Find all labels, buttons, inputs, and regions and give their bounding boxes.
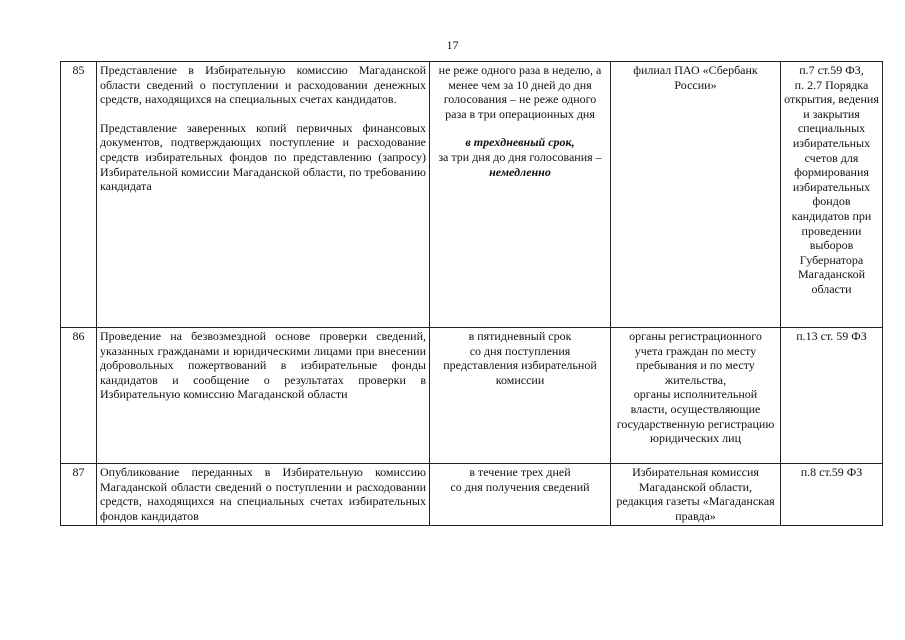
row-number: 87 (61, 464, 97, 526)
actor-cell (611, 464, 781, 526)
deadline-text: не реже одного раза в неделю, а менее чем за 10 дней до дня голосования – не реже одного раза в три операционных дня (438, 63, 602, 121)
action-cell (97, 464, 430, 526)
action-cell (97, 328, 430, 464)
basis-text: п.13 ст. 59 ФЗ (796, 329, 867, 343)
deadline-text: в трехдневный срок, (465, 135, 575, 150)
deadline-cell (430, 62, 611, 328)
actor-text: органы исполнительной власти, осуществляющие государственную регистрацию юридических лиц (616, 387, 775, 446)
action-cell (97, 62, 430, 328)
basis-text: п.7 ст.59 ФЗ, (799, 63, 864, 77)
actor-cell (611, 62, 781, 328)
row-number: 85 (61, 62, 97, 328)
basis-cell (781, 464, 883, 526)
deadline-text: немедленно (489, 164, 551, 179)
deadline-cell (430, 464, 611, 526)
deadline-text: со дня поступления представления избирательной комиссии (443, 343, 597, 387)
table-row (61, 328, 883, 464)
page-number: 17 (446, 38, 459, 52)
action-text: Проведение на безвозмездной основе проверки сведений, указанных гражданами и юридическими лицами при внесении добровольных пожертвований в избирательные фонды кандидатов и сообщение о результатах проверки в Избирательную комиссию Магаданской области (100, 329, 426, 402)
basis-text: п.8 ст.59 ФЗ (800, 465, 863, 479)
actor-text: Избирательная комиссия Магаданской области, (632, 465, 759, 494)
actor-text: редакция газеты «Магаданская правда» (616, 494, 775, 523)
basis-text: п. 2.7 Порядка открытия, ведения и закрытия специальных избирательных счетов для формирования избирательных фондов кандидатов при проведении выборов Губернатора Магаданской области (784, 77, 879, 296)
basis-cell (781, 328, 883, 464)
election-schedule-table (60, 61, 883, 526)
deadline-text: за три дня до дня голосования – (438, 149, 602, 164)
deadline-text: в пятидневный срок (468, 329, 572, 343)
table-row (61, 62, 883, 328)
action-text: Опубликование переданных в Избирательную комиссию Магаданской области сведений о поступлении и расходовании средств, находящихся на специальных счетах избирательных фондов кандидатов (100, 465, 426, 523)
deadline-text: в течение трех дней (469, 465, 571, 479)
action-text: Представление в Избирательную комиссию Магаданской области сведений о поступлении и расходовании денежных средств, находящихся на специальных счетах кандидатов. (100, 63, 426, 107)
deadline-text: со дня получения сведений (450, 479, 590, 494)
actor-text: органы регистрационного учета граждан по месту пребывания и по месту жительства, (629, 329, 762, 387)
table-row (61, 464, 883, 526)
deadline-cell (430, 328, 611, 464)
actor-cell (611, 328, 781, 464)
basis-cell (781, 62, 883, 328)
actor-text: филиал ПАО «Сбербанк России» (633, 63, 758, 92)
row-number: 86 (61, 328, 97, 464)
action-text: Представление заверенных копий первичных финансовых документов, подтверждающих поступление и расходование средств избирательных фондов по представлению (запросу) Избирательной комиссии Магаданской области, по требованию кандидата (100, 120, 426, 194)
